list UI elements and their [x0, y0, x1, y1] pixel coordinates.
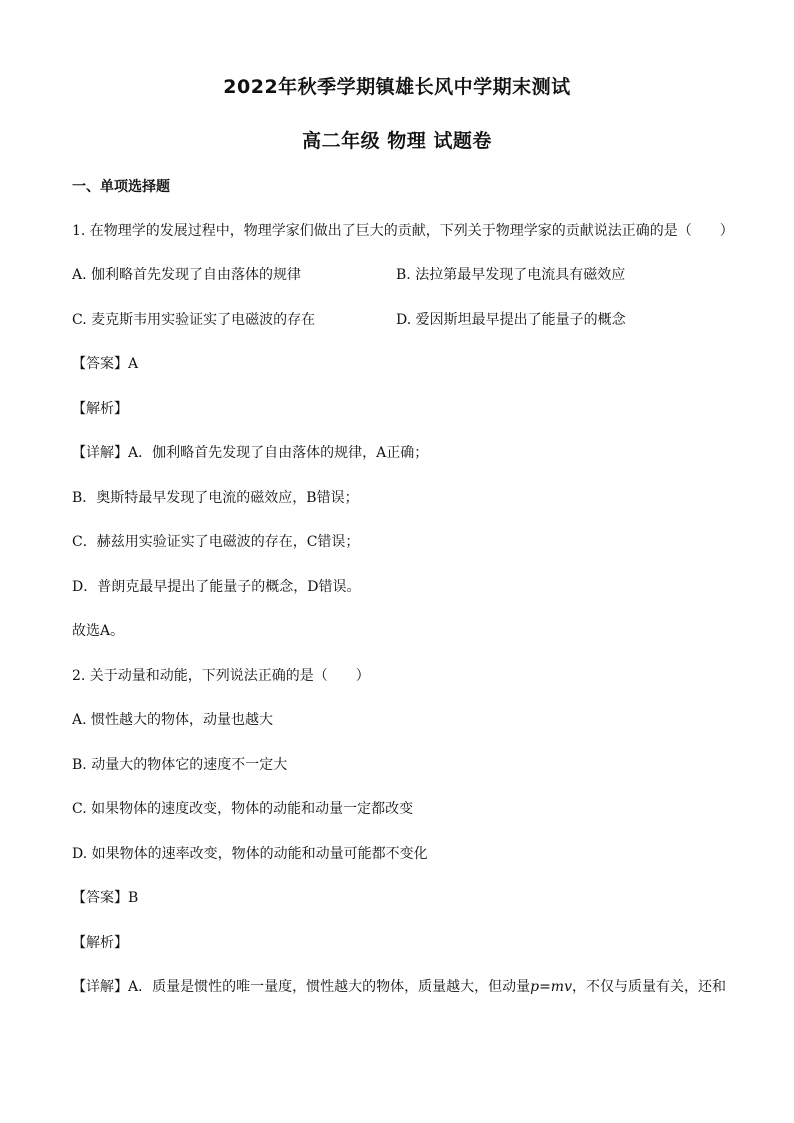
- q1-analysis-label: 【解析】: [72, 401, 128, 417]
- q1-detail-b: B．奥斯特最早发现了电流的磁效应，B错误；: [72, 490, 359, 506]
- q1-detail-c: C．赫兹用实验证实了电磁波的存在，C错误；: [72, 534, 360, 550]
- q2-option-d: D. 如果物体的速率改变，物体的动能和动量可能都不变化: [72, 846, 428, 862]
- q1-detail-d: D．普朗克最早提出了能量子的概念，D错误。: [72, 579, 361, 595]
- q2-stem: 2. 关于动量和动能，下列说法正确的是（ ）: [72, 668, 370, 684]
- answer-value: B: [128, 890, 139, 906]
- q1-conclusion: 故选A。: [72, 623, 125, 639]
- exam-title: 2022年秋季学期镇雄长风中学期末测试: [223, 76, 571, 98]
- q2-analysis-label: 【解析】: [72, 935, 128, 951]
- detail-label: 【详解】: [72, 979, 128, 995]
- detail-text-1: A．质量是惯性的唯一量度，惯性越大的物体，质量越大，但动量: [128, 979, 531, 995]
- detail-text: A．伽利略首先发现了自由落体的规律，A正确；: [128, 445, 429, 461]
- q1-answer: [72, 355, 138, 373]
- q2-detail-a: [72, 978, 726, 996]
- momentum-formula: p=mv: [530, 979, 572, 995]
- q2-option-c: C. 如果物体的速度改变，物体的动能和动量一定都改变: [72, 801, 414, 817]
- q1-option-d: D. 爱因斯坦最早提出了能量子的概念: [396, 312, 626, 328]
- answer-value: A: [128, 356, 139, 372]
- q2-answer: [72, 889, 138, 907]
- answer-label: 【答案】: [72, 890, 128, 906]
- q1-option-a: A. 伽利略首先发现了自由落体的规律: [72, 267, 302, 283]
- detail-text-2: ，不仅与质量有关，还和: [572, 979, 726, 995]
- detail-label: 【详解】: [72, 445, 128, 461]
- q1-option-c: C. 麦克斯韦用实验证实了电磁波的存在: [72, 312, 316, 328]
- q2-option-b: B. 动量大的物体它的速度不一定大: [72, 757, 288, 773]
- q2-option-a: A. 惯性越大的物体，动量也越大: [72, 712, 274, 728]
- q1-stem: 1. 在物理学的发展过程中，物理学家们做出了巨大的贡献，下列关于物理学家的贡献说法正确的是（ ）: [72, 223, 734, 239]
- section-heading: 一、单项选择题: [72, 179, 170, 195]
- q1-option-b: B. 法拉第最早发现了电流具有磁效应: [396, 267, 626, 283]
- answer-label: 【答案】: [72, 356, 128, 372]
- q1-detail-a: [72, 444, 428, 462]
- exam-subtitle: 高二年级 物理 试题卷: [302, 130, 492, 152]
